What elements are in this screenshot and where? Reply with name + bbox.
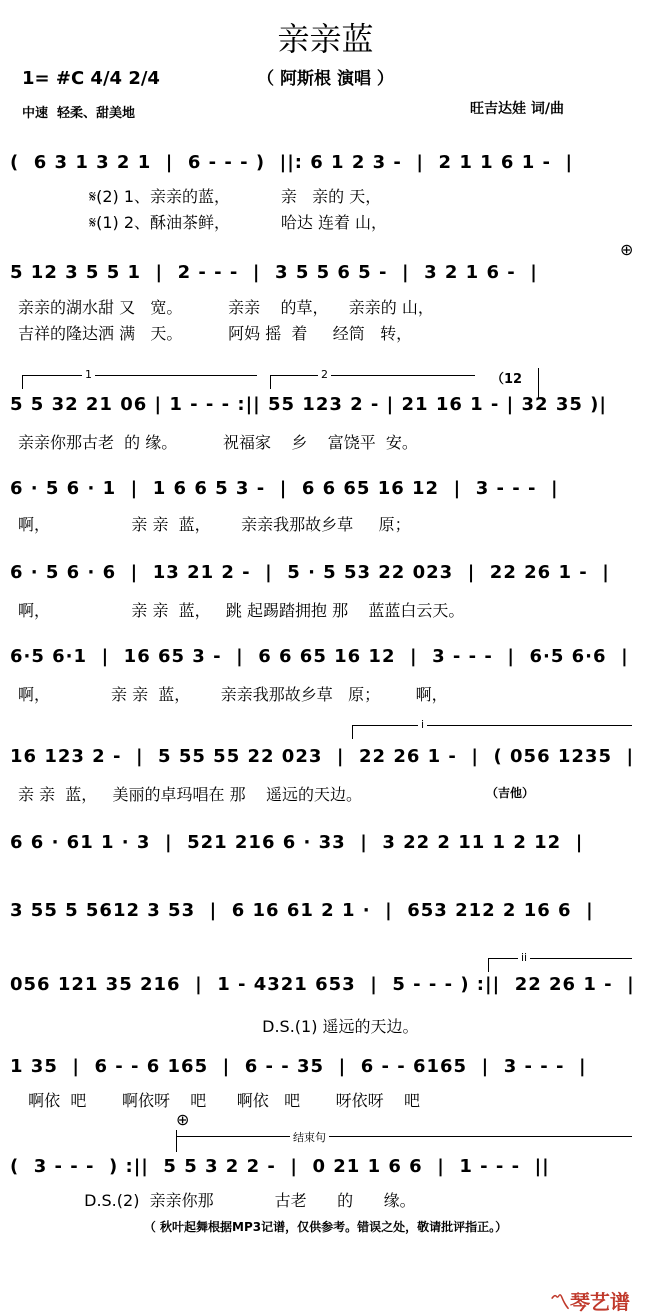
music-line: 1 35 | 6 - - 6 165 | 6 - - 35 | 6 - - 6165 | 3 - - - | <box>10 1056 587 1077</box>
lyric-line: 啊依 吧 啊依呀 吧 啊依 吧 呀依呀 吧 <box>18 1091 421 1110</box>
music-line: 6·5 6·1 | 16 65 3 - | 6 6 65 16 12 | 3 - - - | 6·5 6·6 | <box>10 646 629 667</box>
music-line: 5 5 32 21 06 | 1 - - - :|| 55 123 2 - | 21 16 1 - | 32 35 )| <box>10 394 607 415</box>
tempo-marking: 中速 轻柔、甜美地 <box>22 106 136 121</box>
music-line: 6 · 5 6 · 1 | 1 6 6 5 3 - | 6 6 65 16 12 | 3 - - - | <box>10 478 559 499</box>
guitar-annotation: （吉他） <box>486 786 535 800</box>
key-signature: 1= #C 4/4 2/4 <box>22 68 160 89</box>
music-line: 3 55 5 5612 3 53 | 6 16 61 2 1 · | 653 212 2 16 6 | <box>10 900 594 921</box>
repeat-hint: （12 <box>488 368 525 387</box>
volta-1: 1 <box>82 368 95 381</box>
music-line: ( 6 3 1 3 2 1 | 6 - - - ) ||: 6 1 2 3 - | 2 1 1 6 1 - | <box>10 152 574 173</box>
footnote: （ 秋叶起舞根据MP3记谱，仅供参考。错误之处，敬请批评指正。） <box>143 1220 508 1234</box>
music-line: 056 121 35 216 | 1 - 4321 653 | 5 - - - ) :|| 22 26 1 - | <box>10 974 635 995</box>
lyric-line: 𝄋(1) 2、酥油茶鲜， 哈达 连着 山， <box>18 213 388 232</box>
coda-icon: ⊕ <box>176 1110 190 1129</box>
page-title: 亲亲蓝 <box>277 20 374 58</box>
music-line: ( 3 - - - ) :|| 5 5 3 2 2 - | 0 21 1 6 6 | 1 - - - || <box>10 1156 550 1177</box>
lyric-line: 亲 亲 蓝， 美丽的卓玛唱在 那 遥远的天边。 <box>18 785 362 804</box>
lyric-line: 啊， 亲 亲 蓝， 亲亲我那故乡草 原； <box>18 515 411 534</box>
lyric-line: 啊， 亲 亲 蓝， 跳 起踢踏拥抱 那 蓝蓝白云天。 <box>18 601 465 620</box>
music-line: 16 123 2 - | 5 55 55 22 023 | 22 26 1 - | ( 056 1235 | <box>10 746 635 767</box>
volta-2: 2 <box>318 368 331 381</box>
lyric-line: 𝄋(2) 1、亲亲的蓝， 亲 亲的 天， <box>18 187 382 206</box>
lyric-line: 亲亲你那古老 的 缘。 祝福家 乡 富饶平 安。 <box>18 433 418 452</box>
ending-label: 结束句 <box>290 1129 329 1145</box>
brand-name: 琴艺谱 <box>569 1290 630 1314</box>
lyric-line: 吉祥的隆达洒 满 天。 阿妈 摇 着 经筒 转， <box>18 324 413 343</box>
lyric-line: D.S.(2) 亲亲你那 古老 的 缘。 <box>18 1191 416 1210</box>
volta-i: i <box>418 718 427 731</box>
coda-icon: ⊕ <box>620 240 634 259</box>
author-credit: 旺吉达娃 词/曲 <box>470 101 564 117</box>
brand-icon: 〽 <box>549 1290 570 1314</box>
music-line: 6 6 · 61 1 · 3 | 521 216 6 · 33 | 3 22 2 11 1 2 12 | <box>10 832 584 853</box>
lyric-line: D.S.(1) 遥远的天边。 <box>18 1017 419 1036</box>
brand-logo <box>536 1262 630 1315</box>
performer: （ 阿斯根 演唱 ） <box>257 69 394 89</box>
lyric-line: 亲亲的湖水甜 又 宽。 亲亲 的草， 亲亲的 山， <box>18 298 434 317</box>
music-line: 6 · 5 6 · 6 | 13 21 2 - | 5 · 5 53 22 023 | 22 26 1 - | <box>10 562 610 583</box>
music-line: 5 12 3 5 5 1 | 2 - - - | 3 5 5 6 5 - | 3 2 1 6 - | <box>10 262 538 283</box>
lyric-line: 啊， 亲 亲 蓝， 亲亲我那故乡草 原； 啊， <box>18 685 448 704</box>
volta-ii: ii <box>518 951 530 964</box>
